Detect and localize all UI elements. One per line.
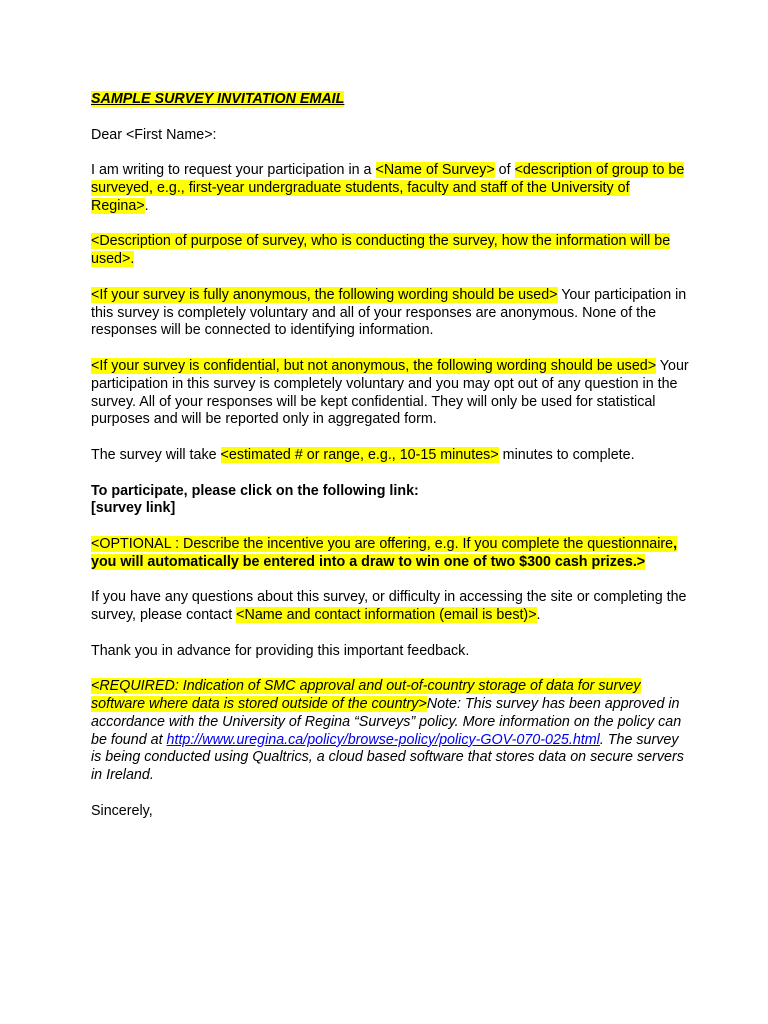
- incentive-prize-text: , you will automatically be entered into a draw to win one of two $300 cash prizes.>: [91, 535, 678, 570]
- questions-text-end: .: [536, 607, 541, 624]
- duration-placeholder: <estimated # or range, e.g., 10-15 minutes>: [220, 446, 499, 463]
- intro-paragraph: [91, 162, 691, 215]
- duration-paragraph: [91, 447, 691, 465]
- confidential-instruction: <If your survey is confidential, but not anonymous, the following wording should be used>: [91, 357, 657, 374]
- confidential-text: Your participation in this survey is completely voluntary and you may opt out of any question in the survey. All of your responses will be kept confidential. They will only be used for statistical purposes and will be reported only in aggregated form.: [91, 357, 689, 428]
- duration-text-1: The survey will take: [91, 446, 221, 463]
- anonymous-text: Your participation in this survey is completely voluntary and all of your responses are anonymous. None of the responses will be connected to identifying information.: [91, 286, 687, 339]
- purpose-placeholder: <Description of purpose of survey, who is conducting the survey, how the information will be used>.: [91, 233, 671, 268]
- anonymous-instruction: <If your survey is fully anonymous, the following wording should be used>: [91, 286, 558, 303]
- questions-paragraph: [91, 589, 691, 625]
- survey-link-placeholder[interactable]: [survey link]: [91, 500, 176, 517]
- document-title: [91, 91, 691, 109]
- purpose-paragraph: [91, 233, 691, 269]
- salutation: Dear <First Name>:: [91, 126, 217, 143]
- closing: Sincerely,: [91, 802, 153, 819]
- questions-text: If you have any questions about this survey, or difficulty in accessing the site or completing the survey, please contact: [91, 589, 687, 624]
- intro-text-3: .: [144, 197, 149, 214]
- confidential-paragraph: [91, 358, 691, 429]
- survey-name-placeholder: <Name of Survey>: [375, 162, 495, 179]
- required-paragraph: [91, 678, 691, 785]
- contact-placeholder: <Name and contact information (email is best)>: [236, 607, 537, 624]
- intro-text-2: of: [494, 162, 515, 179]
- email-body: [91, 91, 691, 838]
- qualtrics-note-text: . The survey is being conducted using Qualtrics, a cloud based software that stores data on secure servers in Ireland.: [91, 731, 684, 784]
- anonymous-paragraph: [91, 287, 691, 340]
- participate-paragraph: [91, 483, 691, 519]
- approval-note-text: Note: This survey has been approved in accordance with the University of Regina “Surveys” policy. More information on the policy can be found at: [91, 696, 682, 748]
- smc-approval-instruction: <REQUIRED: Indication of SMC approval and out-of-country storage of data for survey software where data is stored outside of the country>: [91, 678, 641, 713]
- policy-link[interactable]: http://www.uregina.ca/policy/browse-policy/policy-GOV-070-025.html: [166, 731, 600, 748]
- duration-text-2: minutes to complete.: [498, 446, 635, 463]
- group-description-placeholder: <description of group to be surveyed, e.g., first-year undergraduate students, faculty and staff of the University of Regina>: [91, 162, 685, 214]
- title-text: SAMPLE SURVEY INVITATION EMAIL: [91, 91, 345, 107]
- participate-instruction: To participate, please click on the following link:: [91, 482, 419, 499]
- incentive-instruction: <OPTIONAL : Describe the incentive you are offering, e.g. If you complete the questionnaire: [91, 535, 674, 552]
- intro-text-1: I am writing to request your participation in a: [91, 162, 376, 179]
- thanks-paragraph: Thank you in advance for providing this important feedback.: [91, 642, 470, 659]
- optional-paragraph: [91, 536, 691, 572]
